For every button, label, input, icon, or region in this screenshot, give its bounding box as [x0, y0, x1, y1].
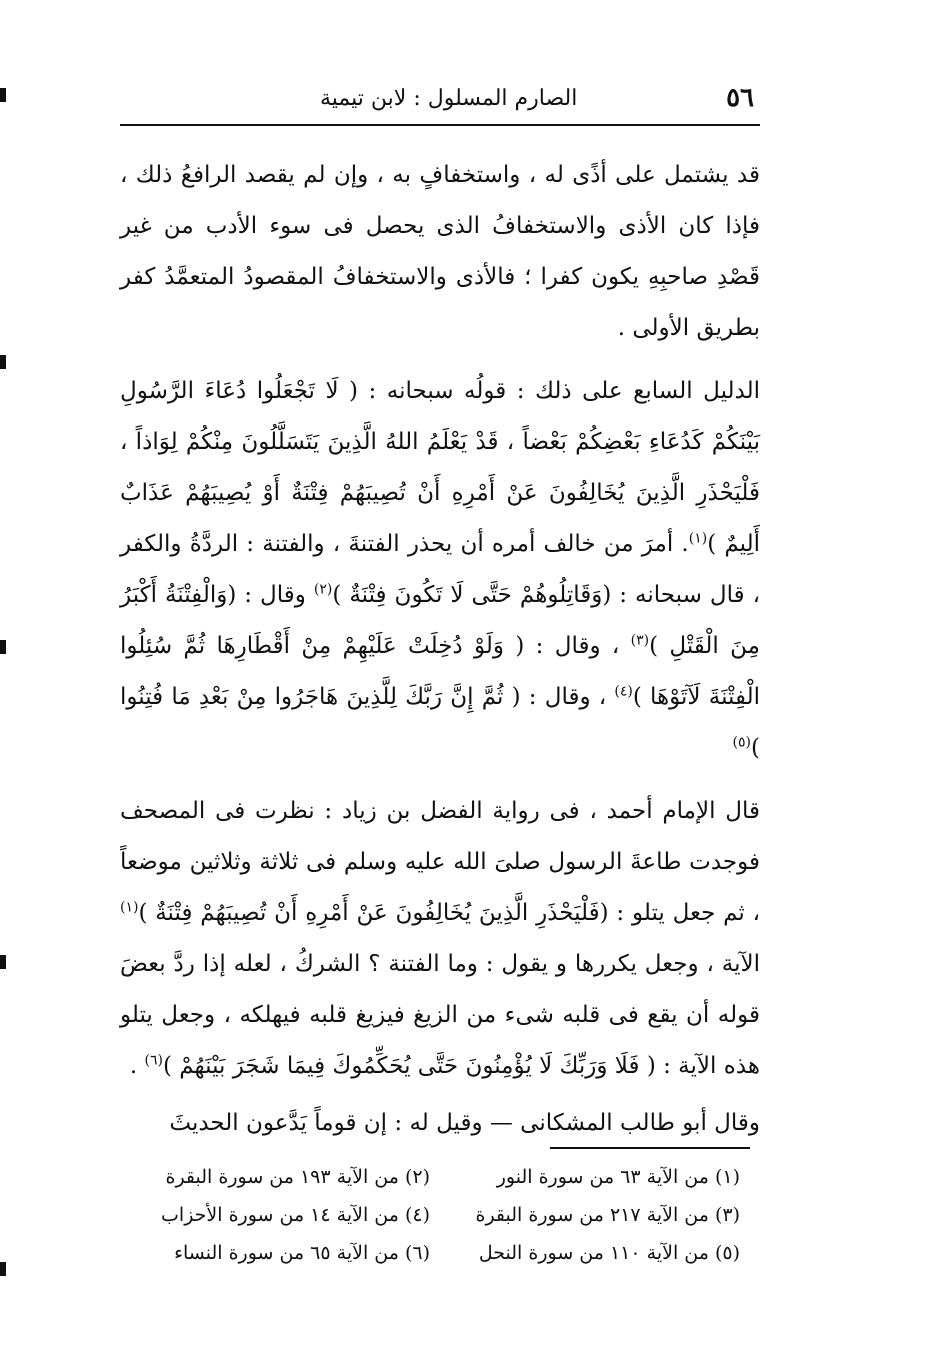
running-title: الصارم المسلول : لابن تيمية	[320, 85, 578, 111]
scan-edge-mark	[0, 955, 6, 969]
paragraph-4	[120, 1098, 760, 1149]
paragraph-1-text: قد يشتمل على أذًى له ، واستخفافٍ به ، وإن لم يقصد الرافعُ ذلك ، فإذا كان الأذى والاستخفافُ الذى يحصل فى سوء الأدب من غير قَصْدِ صاحبِهِ يكون كفرا ؛ فالأذى والاستخفافُ المقصودُ المتعمَّدُ كفر بطريق الأولى .	[120, 162, 760, 341]
note-ref-5: (٥)	[732, 734, 752, 751]
footnote-6: (٦) من الآية ٦٥ من سورة النساء	[174, 1242, 430, 1264]
note-ref-7: (٦)	[144, 1052, 163, 1069]
footnote-2: (٢) من الآية ١٩٣ من سورة البقرة	[165, 1166, 430, 1188]
paragraph-3	[120, 786, 760, 1092]
paragraph-2-text-d: ، وقال : ( وَلَوْ دُخِلَتْ عَلَيْهِمْ مِنْ أَقْطَارِهَا ثُمَّ سُئِلُوا الْفِتْنَةَ لَآتَوْهَا )	[120, 633, 760, 710]
paragraph-2	[120, 366, 760, 774]
scan-edge-mark	[0, 88, 6, 102]
note-ref-4: (٤)	[614, 683, 633, 700]
footnote-5: (٥) من الآية ١١٠ من سورة النحل	[478, 1242, 740, 1264]
paragraph-4-text: وقال أبو طالب المشكانى — وقيل له : إن قوماً يَدَّعون الحديثَ	[169, 1110, 760, 1136]
paragraph-1	[120, 150, 760, 354]
scan-edge-mark	[0, 1262, 6, 1276]
footnote-rule	[550, 1147, 750, 1149]
paragraph-2-text-c: وقال : (وَالْفِتْنَةُ أَكْبَرُ مِنَ الْقَتْلِ )	[120, 582, 760, 659]
note-ref-6: (١)	[120, 899, 139, 916]
footnotes	[120, 1158, 740, 1272]
footnote-4: (٤) من الآية ١٤ من سورة الأحزاب	[161, 1204, 430, 1226]
note-ref-1: (١)	[688, 530, 708, 547]
header-rule	[120, 124, 760, 126]
footnote-1: (١) من الآية ٦٣ من سورة النور	[496, 1166, 740, 1188]
note-ref-2: (٢)	[313, 581, 333, 598]
scan-edge-mark	[0, 640, 6, 654]
footnote-row-1	[120, 1158, 740, 1196]
paragraph-2-text-a: الدليل السابع على ذلك : قولُه سبحانه : ( لَا تَجْعَلُوا دُعَاءَ الرَّسُولِ بَيْنَكُمْ كَدُعَاءِ بَعْضِكُمْ بَعْضاً ، قَدْ يَعْلَمُ اللهُ الَّذِينَ يَتَسَلَّلُونَ مِنْكُمْ لِوَاذاً ، فَلْيَحْذَرِ الَّذِينَ يُخَالِفُونَ عَنْ أَمْرِهِ أَنْ تُصِيبَهُمْ فِتْنَةٌ أَوْ يُصِيبَهُمْ عَذَابٌ أَلِيمٌ )	[120, 378, 760, 557]
footnote-row-3	[120, 1234, 740, 1272]
paragraph-3-text-b: الآية ، وجعل يكررها و يقول : وما الفتنة ؟ الشركُ ، لعله إذا ردَّ بعضَ قوله أن يقع فى قلبه شىء من الزيغ فيزيغ قلبه فيهلكه ، وجعل يتلو هذه الآية : ( فَلَا وَرَبِّكَ لَا يُؤْمِنُونَ حَتَّى يُحَكِّمُوكَ فِيمَا شَجَرَ بَيْنَهُمْ )	[120, 951, 760, 1079]
paragraph-2-text-b: . أمرَ من خالف أمره أن يحذر الفتنةَ ، والفتنة : الردَّةُ والكفر ، قال سبحانه : (وَقَاتِلُوهُمْ حَتَّى لَا تَكُونَ فِتْنَةٌ )	[120, 531, 761, 608]
page-header	[120, 78, 760, 118]
note-ref-3: (٣)	[630, 632, 650, 649]
body-text	[120, 150, 760, 1149]
paragraph-2-text-e: ، وقال : ( ثُمَّ إِنَّ رَبَّكَ لِلَّذِينَ هَاجَرُوا مِنْ بَعْدِ مَا فُتِنُوا )	[120, 684, 760, 761]
scan-edge-mark	[0, 355, 6, 369]
footnote-row-2	[120, 1196, 740, 1234]
paragraph-3-text-a: قال الإمام أحمد ، فى رواية الفضل بن زياد : نظرت فى المصحف فوجدت طاعةَ الرسول صلىَ الله عليه وسلم فى ثلاثة وثلاثين موضعاً ، ثم جعل يتلو : (فَلْيَحْذَرِ الَّذِينَ يُخَالِفُونَ عَنْ أَمْرِهِ أَنْ تُصِيبَهُمْ فِتْنَةٌ )	[120, 798, 760, 926]
page-number: ٥٦	[726, 83, 754, 113]
footnote-3: (٣) من الآية ٢١٧ من سورة البقرة	[475, 1204, 740, 1226]
paragraph-3-text-c: .	[129, 1053, 145, 1079]
